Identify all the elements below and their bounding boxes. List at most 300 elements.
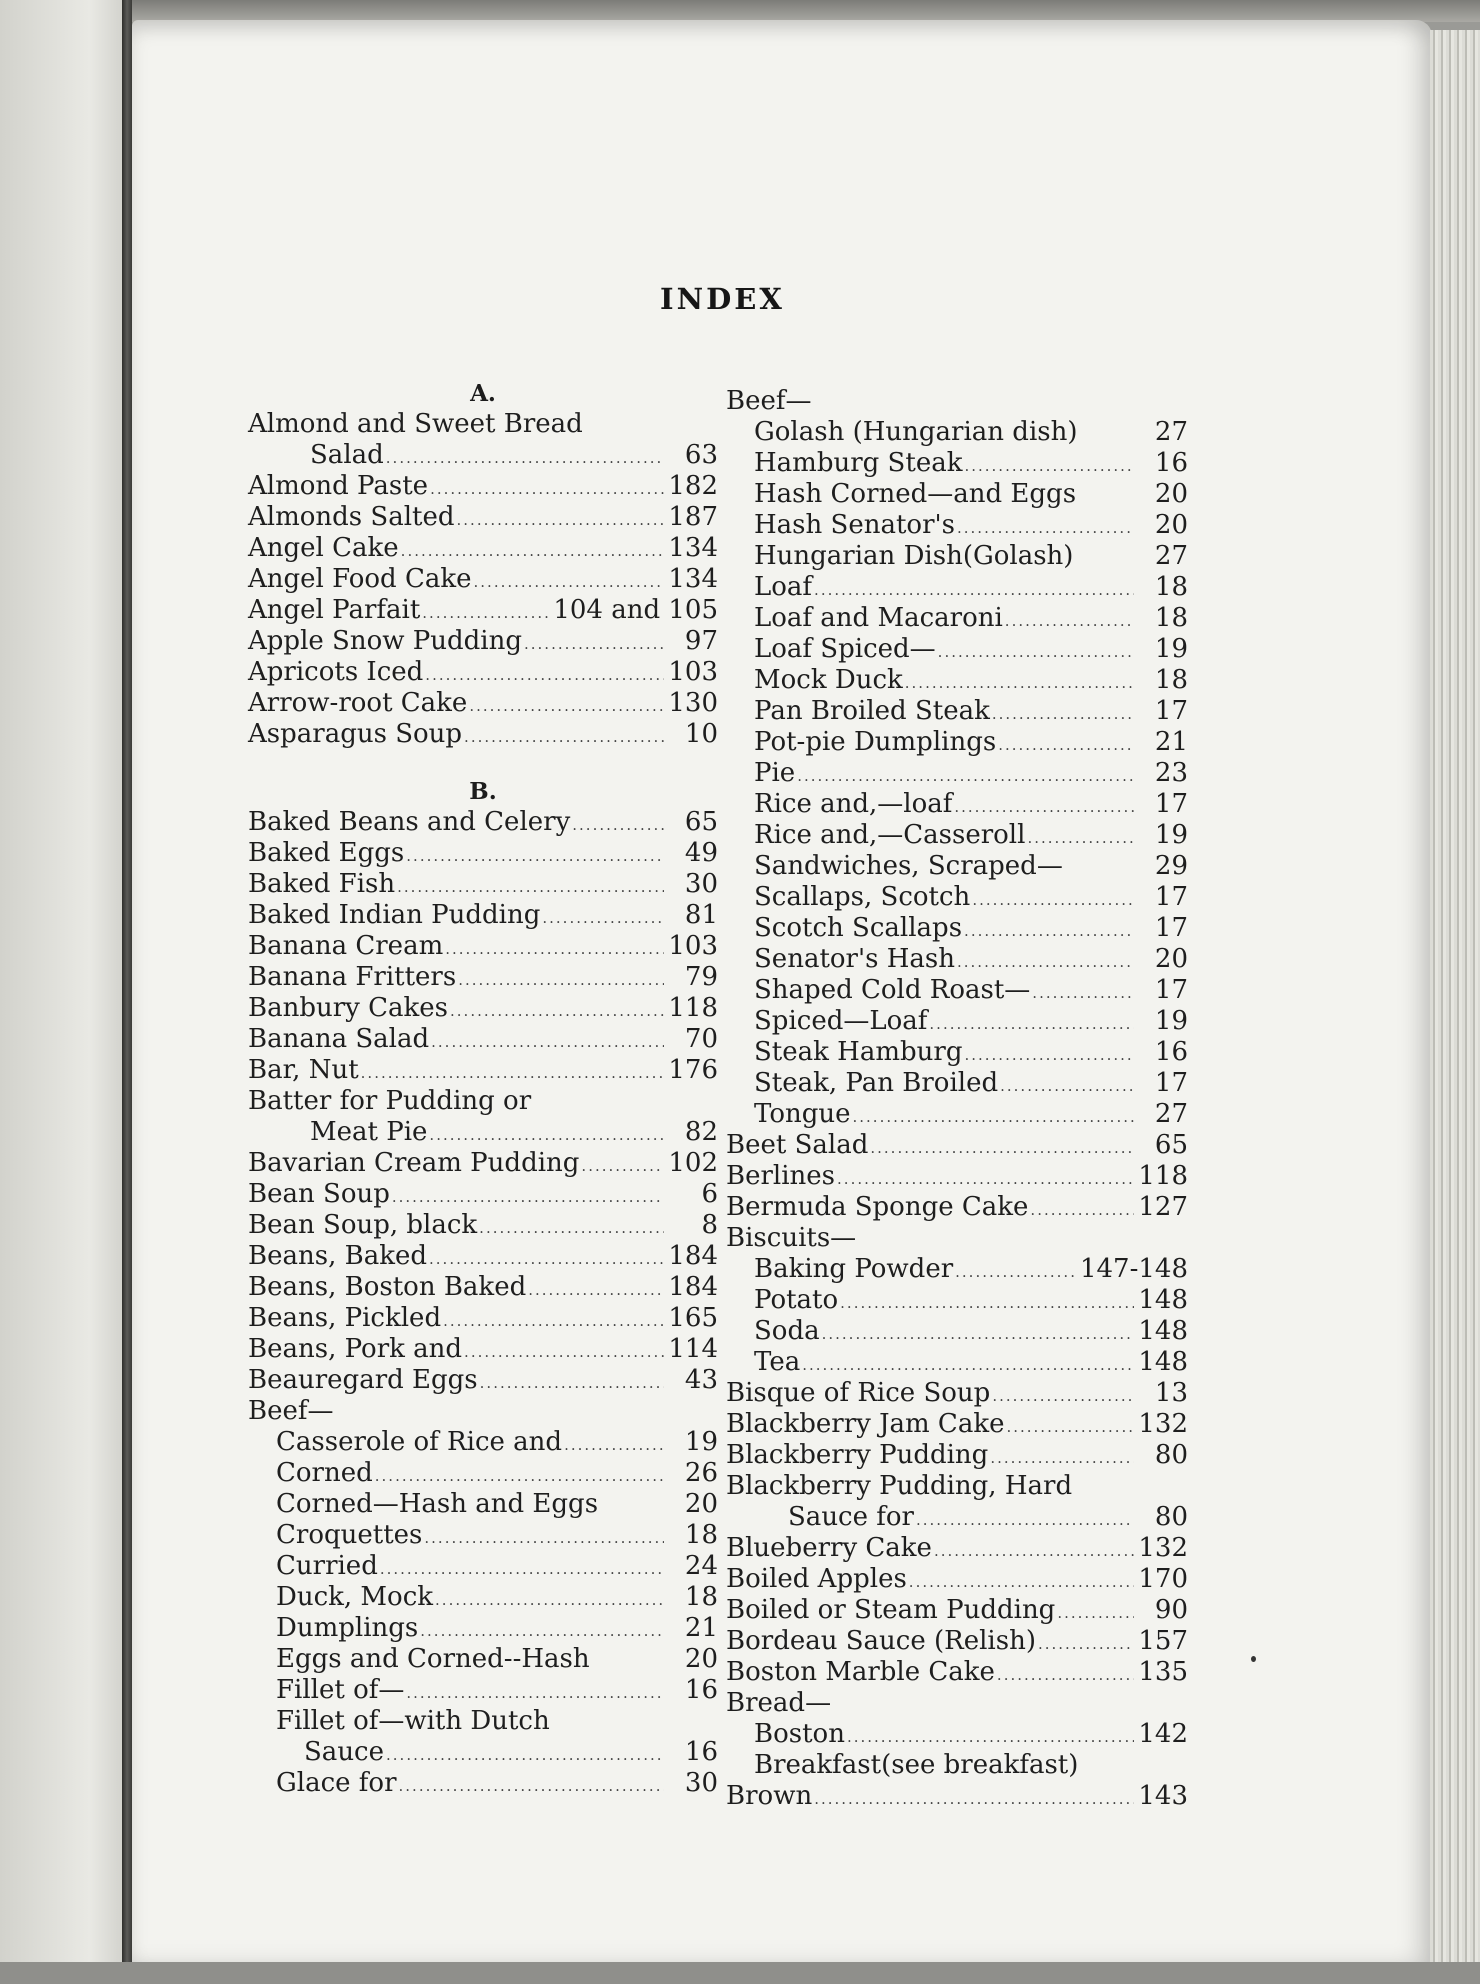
dot-leader xyxy=(429,1244,664,1275)
facing-page xyxy=(0,0,128,1984)
index-subentry xyxy=(726,727,1188,758)
entry-label: Meat Pie xyxy=(310,1117,428,1147)
index-subentry xyxy=(726,1037,1188,1068)
entry-label: Spiced—Loaf xyxy=(754,1006,928,1036)
page-number: 6 xyxy=(701,1179,718,1209)
entry-label: Potato xyxy=(754,1285,839,1315)
dot-leader xyxy=(399,1771,664,1802)
index-entry xyxy=(248,838,718,869)
index-entry xyxy=(248,931,718,962)
entry-label: Tea xyxy=(754,1347,801,1377)
page-number: 130 xyxy=(668,688,718,718)
entry-label: Fillet of— xyxy=(276,1675,405,1705)
index-entry xyxy=(726,1471,1188,1502)
page-number: 23 xyxy=(1154,758,1188,788)
page-number: 17 xyxy=(1154,1068,1188,1098)
page-number: 103 xyxy=(668,931,718,961)
dot-leader xyxy=(964,916,1134,947)
page-number: 20 xyxy=(684,1644,718,1674)
dot-leader xyxy=(422,598,549,629)
dot-leader xyxy=(572,810,664,841)
page-number: 135 xyxy=(1138,1657,1188,1687)
dot-leader xyxy=(397,872,664,903)
dot-leader xyxy=(957,513,1134,544)
index-subentry xyxy=(248,1768,718,1799)
dot-leader xyxy=(997,1660,1134,1691)
page-number: 19 xyxy=(1154,820,1188,850)
index-entry xyxy=(248,471,718,502)
entry-label: Breakfast(see breakfast) xyxy=(754,1750,1079,1780)
page-number: 187 xyxy=(668,502,718,532)
dot-leader xyxy=(957,947,1134,978)
dot-leader xyxy=(450,996,664,1027)
entry-label: Loaf xyxy=(754,572,813,602)
dot-leader xyxy=(380,1554,664,1585)
index-subentry xyxy=(726,479,1188,510)
page-number: 27 xyxy=(1154,417,1188,447)
entry-label: Beans, Pork and xyxy=(248,1334,463,1364)
index-subentry xyxy=(726,1254,1188,1285)
entry-label: Baked Beans and Celery xyxy=(248,807,571,837)
entry-label: Rice and,—Casseroll xyxy=(754,820,1026,850)
page-number: 118 xyxy=(1138,1161,1188,1191)
dot-leader xyxy=(479,1213,664,1244)
dot-leader xyxy=(814,575,1134,606)
entry-label: Fillet of—with Dutch xyxy=(276,1706,550,1736)
entry-label: Pan Broiled Steak xyxy=(754,696,990,726)
entry-label: Curried xyxy=(276,1551,378,1581)
index-group-heading: Beef— xyxy=(248,1396,334,1426)
page-number: 148 xyxy=(1138,1316,1188,1346)
entry-label: Rice and,—loaf xyxy=(754,789,953,819)
page-number: 103 xyxy=(668,657,718,687)
index-subentry xyxy=(726,665,1188,696)
page-number: 26 xyxy=(684,1458,718,1488)
entry-label: Batter for Pudding or xyxy=(248,1086,532,1116)
book-spine xyxy=(122,0,132,1984)
dot-leader xyxy=(425,660,664,691)
page-number: 147-148 xyxy=(1079,1254,1188,1284)
index-subentry xyxy=(726,1285,1188,1316)
index-column-right xyxy=(726,386,1188,1812)
dot-leader xyxy=(916,1505,1134,1536)
dot-leader xyxy=(972,885,1134,916)
entry-label: Almond Paste xyxy=(248,471,429,501)
page-number: 24 xyxy=(684,1551,718,1581)
index-entry xyxy=(248,1055,718,1086)
page-number: 16 xyxy=(1154,1037,1188,1067)
page-number: 80 xyxy=(1154,1440,1188,1470)
entry-label: Steak, Pan Broiled xyxy=(754,1068,999,1098)
entry-label: Almond and Sweet Bread xyxy=(248,409,583,439)
page-number: 79 xyxy=(684,962,718,992)
dot-leader xyxy=(386,1740,664,1771)
entry-label: Apple Snow Pudding xyxy=(248,626,522,656)
dot-leader xyxy=(542,903,664,934)
dot-leader xyxy=(1057,1598,1134,1629)
entry-label: Angel Food Cake xyxy=(248,564,472,594)
page-number: 16 xyxy=(684,1675,718,1705)
entry-label: Senator's Hash xyxy=(754,944,955,974)
dot-leader xyxy=(361,1058,664,1089)
page-number: 27 xyxy=(1154,541,1188,571)
index-entry xyxy=(726,1564,1188,1595)
dot-leader xyxy=(929,1009,1134,1040)
dot-leader xyxy=(464,722,664,753)
dot-leader xyxy=(814,1784,1134,1815)
page-number: 143 xyxy=(1138,1781,1188,1811)
page-number: 127 xyxy=(1138,1192,1188,1222)
index-subentry xyxy=(726,696,1188,727)
page-number: 18 xyxy=(1154,603,1188,633)
index-entry xyxy=(248,869,718,900)
dot-leader xyxy=(992,1381,1134,1412)
index-entry xyxy=(726,1781,1188,1812)
entry-label: Beauregard Eggs xyxy=(248,1365,478,1395)
dot-leader xyxy=(431,1027,664,1058)
dot-leader xyxy=(429,1120,664,1151)
dot-leader xyxy=(934,1536,1134,1567)
index-entry xyxy=(248,1365,718,1396)
dot-leader xyxy=(822,1319,1134,1350)
index-subentry xyxy=(726,448,1188,479)
page-number: 134 xyxy=(668,564,718,594)
entry-label: Bavarian Cream Pudding xyxy=(248,1148,580,1178)
entry-label: Baked Indian Pudding xyxy=(248,900,541,930)
entry-label: Salad xyxy=(310,440,384,470)
page-title: INDEX xyxy=(660,282,785,316)
entry-label: Hungarian Dish(Golash) xyxy=(754,541,1074,571)
index-subentry xyxy=(726,634,1188,665)
index-entry xyxy=(248,1272,718,1303)
entry-label: Mock Duck xyxy=(754,665,903,695)
entry-label: Glace for xyxy=(276,1768,397,1798)
dot-leader xyxy=(1027,823,1134,854)
index-subentry xyxy=(248,1582,718,1613)
page-number: 17 xyxy=(1154,882,1188,912)
dot-leader xyxy=(998,730,1134,761)
entry-label: Sauce xyxy=(304,1737,385,1767)
entry-label: Arrow-root Cake xyxy=(248,688,468,718)
entry-label: Boiled Apples xyxy=(726,1564,907,1594)
entry-label: Boiled or Steam Pudding xyxy=(726,1595,1056,1625)
page-number: 170 xyxy=(1138,1564,1188,1594)
dot-leader xyxy=(443,1306,664,1337)
dot-leader xyxy=(992,699,1134,730)
page-number: 19 xyxy=(1154,1006,1188,1036)
page-edges xyxy=(1430,30,1480,1984)
page-number: 184 xyxy=(668,1272,718,1302)
page-number: 114 xyxy=(668,1334,718,1364)
dot-leader xyxy=(528,1275,664,1306)
dot-leader xyxy=(581,1151,664,1182)
index-entry xyxy=(248,1210,718,1241)
index-entry xyxy=(248,1086,718,1117)
index-subentry xyxy=(248,1706,718,1737)
entry-label: Beans, Baked xyxy=(248,1241,428,1271)
entry-label: Beans, Boston Baked xyxy=(248,1272,527,1302)
section-letter: B. xyxy=(469,778,497,805)
page-number: 65 xyxy=(684,807,718,837)
index-entry xyxy=(248,595,718,626)
index-subentry xyxy=(248,1458,718,1489)
dot-leader xyxy=(401,536,664,567)
entry-label: Dumplings xyxy=(276,1613,419,1643)
page-number: 148 xyxy=(1138,1347,1188,1377)
page-number: 97 xyxy=(684,626,718,656)
entry-label: Hamburg Steak xyxy=(754,448,963,478)
dot-leader xyxy=(392,1182,664,1213)
page-number: 184 xyxy=(668,1241,718,1271)
page-number: 10 xyxy=(684,719,718,749)
page-number: 118 xyxy=(668,993,718,1023)
dot-leader xyxy=(457,505,664,536)
entry-label: Steak Hamburg xyxy=(754,1037,963,1067)
entry-label: Boston Marble Cake xyxy=(726,1657,995,1687)
entry-label: Asparagus Soup xyxy=(248,719,463,749)
entry-label: Bar, Nut xyxy=(248,1055,359,1085)
dot-leader xyxy=(964,451,1134,482)
entry-label: Croquettes xyxy=(276,1520,423,1550)
entry-label: Blackberry Pudding xyxy=(726,1440,989,1470)
dot-leader xyxy=(853,1102,1135,1133)
dot-leader xyxy=(480,1368,664,1399)
page-number: 27 xyxy=(1154,1099,1188,1129)
section-letter: A. xyxy=(470,380,496,407)
dot-leader xyxy=(905,668,1134,699)
page-number: 18 xyxy=(684,1582,718,1612)
entry-label: Baking Powder xyxy=(754,1254,954,1284)
dot-leader xyxy=(435,1585,664,1616)
page-number: 18 xyxy=(1154,665,1188,695)
page-number: 102 xyxy=(668,1148,718,1178)
page-number: 176 xyxy=(668,1055,718,1085)
dot-leader xyxy=(524,629,664,660)
dot-leader xyxy=(406,841,664,872)
page-number: 65 xyxy=(1154,1130,1188,1160)
dot-leader xyxy=(802,1350,1134,1381)
page-number: 20 xyxy=(1154,479,1188,509)
index-entry xyxy=(726,1192,1188,1223)
page-number: 132 xyxy=(1138,1533,1188,1563)
entry-label: Baked Eggs xyxy=(248,838,405,868)
dot-leader xyxy=(474,567,664,598)
entry-label: Scallaps, Scotch xyxy=(754,882,971,912)
index-entry xyxy=(248,1148,718,1179)
dot-leader xyxy=(840,1288,1134,1319)
index-entry xyxy=(726,1378,1188,1409)
index-entry xyxy=(248,719,718,750)
index-entry xyxy=(726,1595,1188,1626)
dot-leader xyxy=(1006,1412,1134,1443)
index-entry xyxy=(248,1241,718,1272)
section-gap xyxy=(248,750,718,776)
index-entry xyxy=(726,1440,1188,1471)
dot-leader xyxy=(469,691,664,722)
dot-leader xyxy=(909,1567,1134,1598)
index-entry xyxy=(726,1657,1188,1688)
entry-label: Tongue xyxy=(754,1099,851,1129)
index-subentry xyxy=(726,975,1188,1006)
index-entry xyxy=(248,564,718,595)
entry-label: Brown xyxy=(726,1781,813,1811)
dot-leader xyxy=(1030,1195,1134,1226)
page-number: 21 xyxy=(1154,727,1188,757)
page-number: 80 xyxy=(1154,1502,1188,1532)
entry-label: Sandwiches, Scraped— xyxy=(754,851,1063,881)
dot-leader xyxy=(424,1523,664,1554)
page-number: 13 xyxy=(1154,1378,1188,1408)
index-entry xyxy=(248,1117,718,1148)
page-number: 21 xyxy=(684,1613,718,1643)
index-subentry xyxy=(726,1719,1188,1750)
entry-label: Beans, Pickled xyxy=(248,1303,442,1333)
index-entry xyxy=(248,1024,718,1055)
entry-label: Beet Salad xyxy=(726,1130,869,1160)
page-number: 17 xyxy=(1154,913,1188,943)
page-number: 30 xyxy=(684,869,718,899)
dot-leader xyxy=(990,1443,1134,1474)
index-entry xyxy=(248,962,718,993)
index-subentry xyxy=(726,820,1188,851)
entry-label: Blackberry Jam Cake xyxy=(726,1409,1005,1439)
dot-leader xyxy=(837,1164,1134,1195)
dot-leader xyxy=(847,1722,1134,1753)
index-subentry xyxy=(726,1099,1188,1130)
page-number: 20 xyxy=(1154,510,1188,540)
page-number: 148 xyxy=(1138,1285,1188,1315)
page-number: 70 xyxy=(684,1024,718,1054)
dot-leader xyxy=(420,1616,664,1647)
entry-label: Pie xyxy=(754,758,796,788)
index-subentry xyxy=(726,417,1188,448)
page-number: 17 xyxy=(1154,975,1188,1005)
index-subentry xyxy=(248,1675,718,1706)
page-number: 20 xyxy=(1154,944,1188,974)
index-subentry xyxy=(248,1644,718,1675)
page-number: 18 xyxy=(1154,572,1188,602)
page-number: 30 xyxy=(684,1768,718,1798)
index-group-heading: Beef— xyxy=(726,386,812,416)
index-entry xyxy=(248,409,718,440)
index-subentry xyxy=(248,1551,718,1582)
entry-label: Bean Soup, black xyxy=(248,1210,478,1240)
index-column-left xyxy=(248,378,718,1799)
index-subentry xyxy=(726,851,1188,882)
page-number: 81 xyxy=(684,900,718,930)
index-entry xyxy=(248,626,718,657)
dot-leader xyxy=(564,1430,664,1461)
dot-leader xyxy=(464,1337,664,1368)
index-entry xyxy=(726,1130,1188,1161)
dot-leader xyxy=(938,637,1134,668)
index-subentry xyxy=(248,1737,718,1768)
entry-label: Casserole of Rice and xyxy=(276,1427,563,1457)
entry-label: Blueberry Cake xyxy=(726,1533,932,1563)
index-subentry xyxy=(726,1068,1188,1099)
page-number: 29 xyxy=(1154,851,1188,881)
dot-leader xyxy=(375,1461,664,1492)
index-subentry xyxy=(248,1427,718,1458)
entry-label: Hash Senator's xyxy=(754,510,955,540)
index-subentry xyxy=(248,1613,718,1644)
dot-leader xyxy=(964,1040,1134,1071)
entry-label: Apricots Iced xyxy=(248,657,424,687)
entry-label: Corned—Hash and Eggs xyxy=(276,1489,599,1519)
entry-label: Banana Cream xyxy=(248,931,444,961)
entry-label: Sauce for xyxy=(788,1502,914,1532)
page-number: 82 xyxy=(684,1117,718,1147)
dot-leader xyxy=(445,934,664,965)
entry-label: Baked Fish xyxy=(248,869,396,899)
index-subentry xyxy=(726,1316,1188,1347)
index-subentry xyxy=(726,541,1188,572)
index-entry xyxy=(248,502,718,533)
dot-leader xyxy=(1005,606,1134,637)
index-entry xyxy=(248,533,718,564)
entry-label: Loaf and Macaroni xyxy=(754,603,1003,633)
index-entry xyxy=(248,1334,718,1365)
index-subentry xyxy=(726,1006,1188,1037)
entry-label: Bermuda Sponge Cake xyxy=(726,1192,1029,1222)
index-subentry xyxy=(726,913,1188,944)
page-number: 182 xyxy=(668,471,718,501)
index-subentry xyxy=(726,1750,1188,1781)
entry-label: Shaped Cold Roast— xyxy=(754,975,1031,1005)
entry-label: Hash Corned—and Eggs xyxy=(754,479,1077,509)
page-number: 165 xyxy=(668,1303,718,1333)
scan-bottom-edge xyxy=(0,1962,1480,1984)
page-number: 17 xyxy=(1154,696,1188,726)
dot-leader xyxy=(430,474,664,505)
index-subentry xyxy=(248,1520,718,1551)
index-entry xyxy=(726,1502,1188,1533)
index-entry xyxy=(248,657,718,688)
index-entry xyxy=(248,1303,718,1334)
index-entry xyxy=(248,440,718,471)
page-number: 19 xyxy=(684,1427,718,1457)
dot-leader xyxy=(1038,1629,1134,1660)
page-number: 49 xyxy=(684,838,718,868)
page-number: 142 xyxy=(1138,1719,1188,1749)
entry-label: Duck, Mock xyxy=(276,1582,434,1612)
page-number: 20 xyxy=(684,1489,718,1519)
entry-label: Corned xyxy=(276,1458,373,1488)
entry-label: Bean Soup xyxy=(248,1179,390,1209)
page-number: 16 xyxy=(684,1737,718,1767)
page-number: 8 xyxy=(701,1210,718,1240)
index-group-heading: Bread— xyxy=(726,1688,832,1718)
page-number: 157 xyxy=(1138,1626,1188,1656)
entry-label: Angel Parfait xyxy=(248,595,421,625)
index-entry xyxy=(726,1626,1188,1657)
index-entry xyxy=(248,1179,718,1210)
page-number: 104 and 105 xyxy=(553,595,718,625)
dot-leader xyxy=(1032,978,1134,1009)
index-subentry xyxy=(248,1489,718,1520)
scan-top-edge xyxy=(0,0,1480,22)
entry-label: Blackberry Pudding, Hard xyxy=(726,1471,1073,1501)
index-entry xyxy=(248,993,718,1024)
page-number: 43 xyxy=(684,1365,718,1395)
page-number: 19 xyxy=(1154,634,1188,664)
dot-leader xyxy=(954,792,1134,823)
index-entry xyxy=(726,1533,1188,1564)
index-subentry xyxy=(726,572,1188,603)
dot-leader xyxy=(406,1678,664,1709)
index-subentry xyxy=(726,510,1188,541)
page-number: 16 xyxy=(1154,448,1188,478)
